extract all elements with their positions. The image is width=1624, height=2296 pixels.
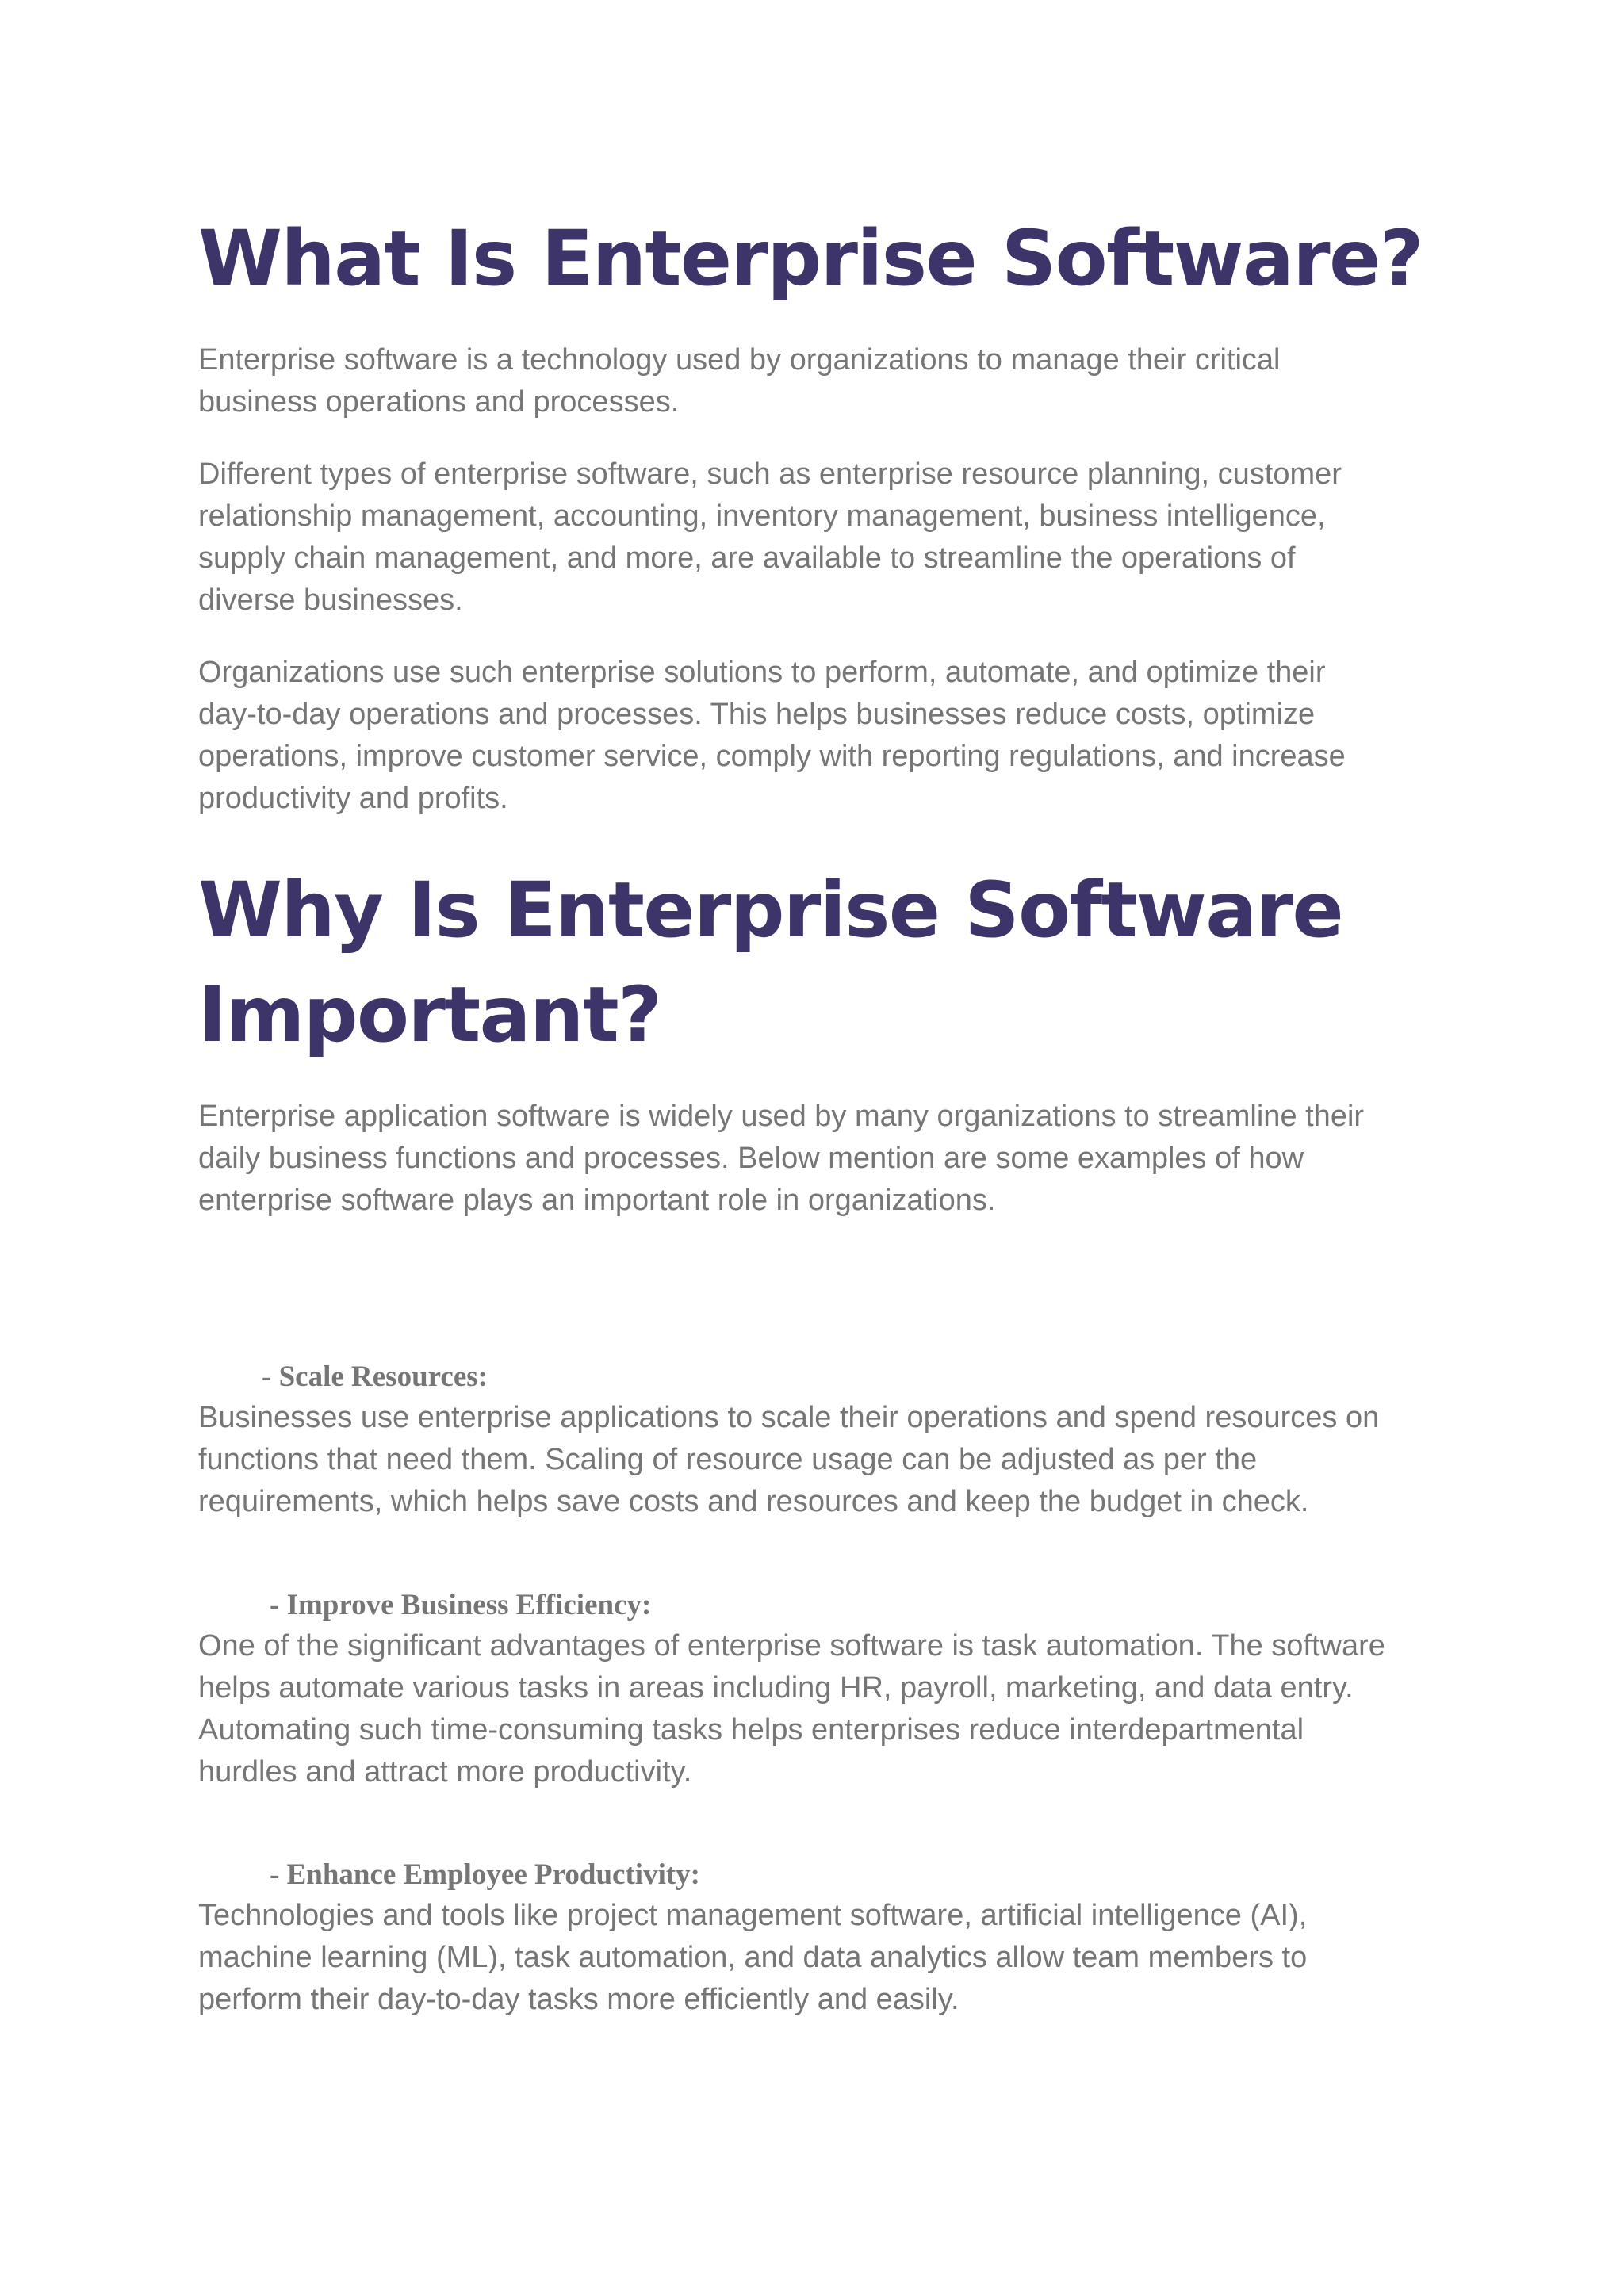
- text-line: hurdles and attract more productivity.: [198, 1755, 692, 1789]
- section-heading-what-is: What Is Enterprise Software?: [198, 214, 1423, 303]
- text-line: functions that need them. Scaling of resource usage can be adjusted as per the: [198, 1443, 1258, 1476]
- text-line: One of the significant advantages of enterprise software is task automation. The software: [198, 1629, 1385, 1663]
- text-line: machine learning (ML), task automation, and data analytics allow team members to: [198, 1941, 1308, 1974]
- section-heading-why-important-line2: Important?: [198, 970, 661, 1059]
- text-line: Organizations use such enterprise solutions to perform, automate, and optimize their: [198, 656, 1326, 689]
- text-line: productivity and profits.: [198, 782, 508, 815]
- text-line: Enterprise software is a technology used by organizations to manage their critical: [198, 343, 1281, 377]
- point-title-scale-resources: - Scale Resources:: [262, 1360, 488, 1393]
- point-body-business-efficiency: [198, 1625, 1467, 1793]
- paragraph-definition: [198, 339, 1467, 423]
- point-title-business-efficiency: - Improve Business Efficiency:: [270, 1589, 652, 1621]
- text-line: requirements, which helps save costs and resources and keep the budget in check.: [198, 1485, 1309, 1518]
- point-title-employee-productivity: - Enhance Employee Productivity:: [270, 1858, 700, 1891]
- text-line: supply chain management, and more, are available to streamline the operations of: [198, 541, 1296, 575]
- point-body-scale-resources: [198, 1397, 1467, 1523]
- text-line: operations, improve customer service, comply with reporting regulations, and increase: [198, 740, 1346, 773]
- text-line: daily business functions and processes. Below mention are some examples of how: [198, 1142, 1304, 1175]
- text-line: Businesses use enterprise applications to scale their operations and spend resources on: [198, 1401, 1380, 1434]
- text-line: relationship management, accounting, inventory management, business intelligence,: [198, 499, 1326, 533]
- text-line: Automating such time-consuming tasks helps enterprises reduce interdepartmental: [198, 1713, 1304, 1747]
- text-line: enterprise software plays an important role in organizations.: [198, 1184, 996, 1217]
- text-line: Enterprise application software is widely used by many organizations to streamline their: [198, 1100, 1365, 1133]
- paragraph-usage: [198, 652, 1467, 820]
- text-line: helps automate various tasks in areas including HR, payroll, marketing, and data entry.: [198, 1671, 1354, 1705]
- paragraph-importance-intro: [198, 1096, 1467, 1222]
- text-line: day-to-day operations and processes. This helps businesses reduce costs, optimize: [198, 698, 1316, 731]
- text-line: diverse businesses.: [198, 584, 463, 617]
- paragraph-types: [198, 453, 1467, 622]
- point-body-employee-productivity: [198, 1895, 1467, 2021]
- text-line: perform their day-to-day tasks more efficiently and easily.: [198, 1983, 959, 2016]
- text-line: Different types of enterprise software, such as enterprise resource planning, customer: [198, 457, 1342, 491]
- text-line: business operations and processes.: [198, 385, 680, 419]
- text-line: Technologies and tools like project management software, artificial intelligence (AI),: [198, 1899, 1308, 1932]
- section-heading-why-important-line1: Why Is Enterprise Software: [198, 866, 1343, 955]
